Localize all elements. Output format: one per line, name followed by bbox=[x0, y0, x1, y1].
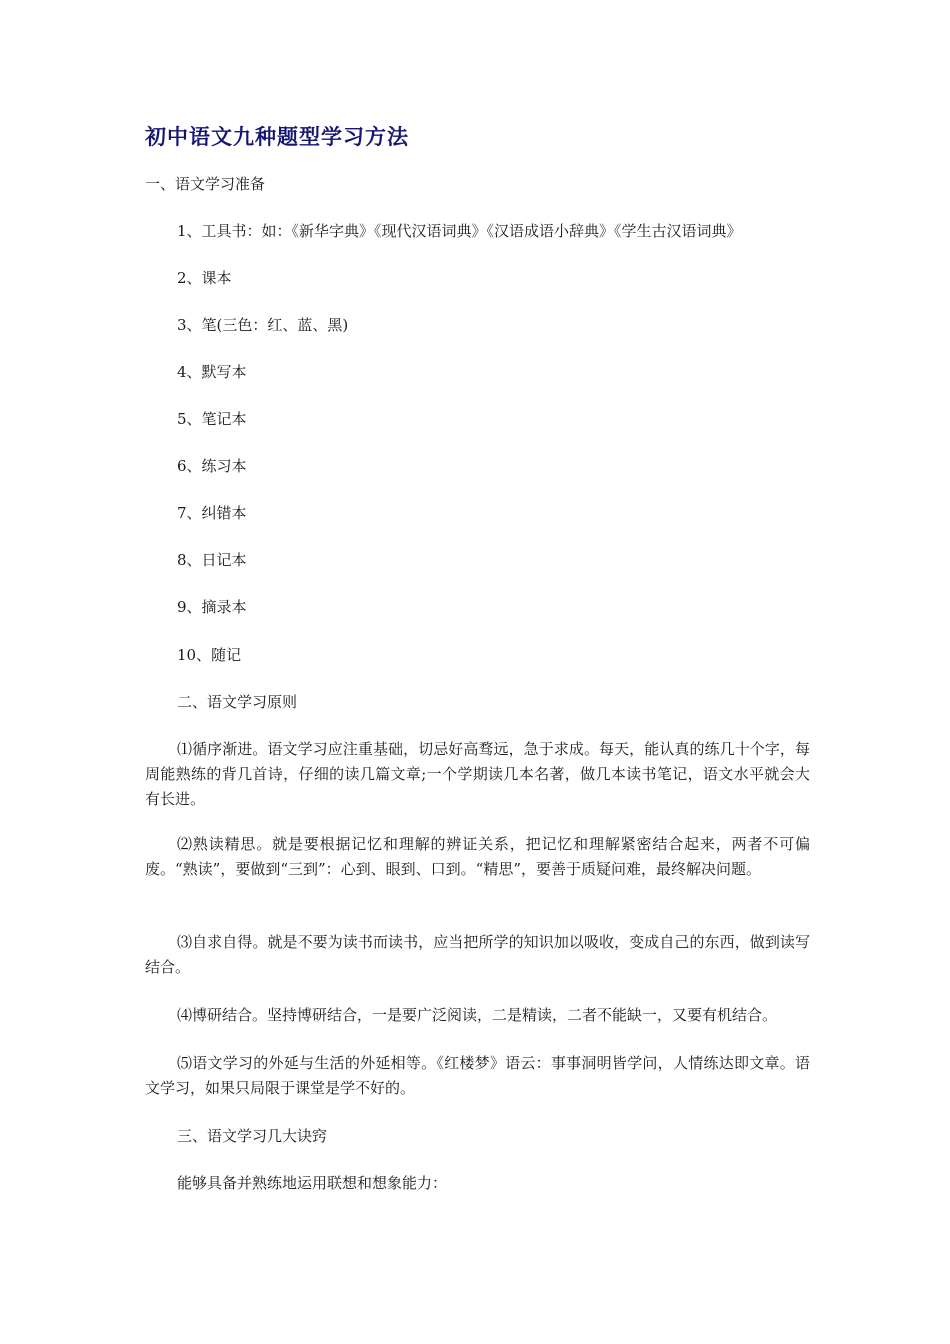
paragraph-principle-4: ⑷博研结合。坚持博研结合，一是要广泛阅读，二是精读，二者不能缺一，又要有机结合。 bbox=[177, 1006, 778, 1024]
section-heading-tips: 三、语文学习几大诀窍 bbox=[177, 1127, 328, 1145]
paragraph-principle-3: ⑶自求自得。就是不要为读书而读书，应当把所学的知识加以吸收，变成自己的东西，做到读写结合。 bbox=[145, 933, 810, 976]
list-item-reference-books: 1、工具书：如：《新华字典》《现代汉语词典》《汉语成语小辞典》《学生古汉语词典》 bbox=[177, 222, 742, 240]
document-title: 初中语文九种题型学习方法 bbox=[145, 125, 409, 149]
list-item-excerpt-book: 9、摘录本 bbox=[177, 598, 247, 616]
paragraph-principle-2: ⑵熟读精思。就是要根据记忆和理解的辨证关系，把记忆和理解紧密结合起来，两者不可偏废。“熟读”，要做到“三到”：心到、眼到、口到。“精思”，要善于质疑问难，最终解决问题。 bbox=[145, 835, 810, 878]
section-heading-principles: 二、语文学习原则 bbox=[177, 693, 298, 711]
list-item-pens: 3、笔(三色：红、蓝、黑) bbox=[177, 316, 349, 334]
list-item-exercise-book: 6、练习本 bbox=[177, 457, 247, 475]
paragraph-principle-1: ⑴循序渐进。语文学习应注重基础，切忌好高骛远，急于求成。每天，能认真的练几十个字，每周能熟练的背几首诗，仔细的读几篇文章;一个学期读几本名著，做几本读书笔记，语文水平就会大有长进。 bbox=[145, 740, 810, 808]
section-heading-preparation: 一、语文学习准备 bbox=[145, 175, 266, 193]
paragraph-principle-5: ⑸语文学习的外延与生活的外延相等。《红楼梦》语云：事事洞明皆学问，人情练达即文章。语文学习，如果只局限于课堂是学不好的。 bbox=[145, 1054, 810, 1097]
paragraph-tips-intro: 能够具备并熟练地运用联想和想象能力： bbox=[177, 1174, 448, 1192]
list-item-jottings: 10、随记 bbox=[177, 646, 242, 664]
list-item-textbook: 2、课本 bbox=[177, 269, 232, 287]
list-item-error-book: 7、纠错本 bbox=[177, 504, 247, 522]
list-item-diary: 8、日记本 bbox=[177, 551, 247, 569]
list-item-dictation-book: 4、默写本 bbox=[177, 363, 247, 381]
list-item-notebook: 5、笔记本 bbox=[177, 410, 247, 428]
